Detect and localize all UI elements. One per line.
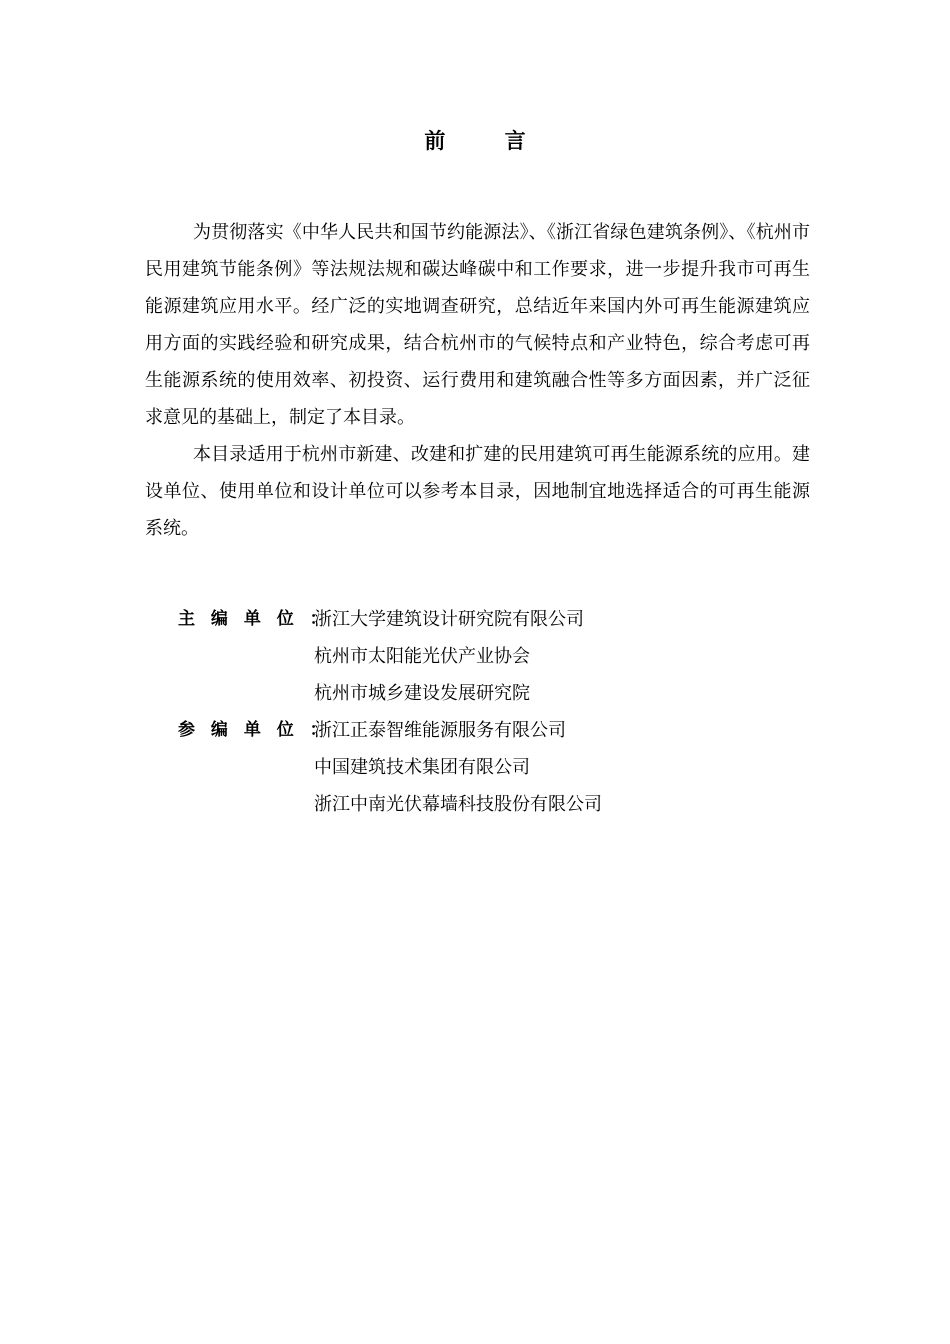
participating-unit: 中国建筑技术集团有限公司 [314,757,530,778]
participating-list [314,712,602,823]
participating-unit: 浙江正泰智维能源服务有限公司 [314,720,566,741]
participating-label: 参 编 单 位 ： [178,720,332,740]
chief-editor-group [178,601,778,712]
chief-editor-list [314,601,584,712]
chief-editor-unit: 杭州市太阳能光伏产业协会 [314,646,530,667]
chief-editor-unit: 杭州市城乡建设发展研究院 [314,683,530,704]
editing-units [178,601,778,823]
participating-group [178,712,778,823]
preface-body [145,214,810,547]
chief-editor-unit: 浙江大学建筑设计研究院有限公司 [314,609,584,630]
page-title: 前 言 [424,129,552,153]
preface-paragraph-2: 本目录适用于杭州市新建、改建和扩建的民用建筑可再生能源系统的应用。建设单位、使用单位和设计单位可以参考本目录，因地制宜地选择适合的可再生能源系统。 [145,444,810,539]
chief-editor-label: 主 编 单 位 ： [178,609,332,629]
participating-unit: 浙江中南光伏幕墙科技股份有限公司 [314,794,602,815]
preface-paragraph-1: 为贯彻落实《中华人民共和国节约能源法》、《浙江省绿色建筑条例》、《杭州市民用建筑节能条例》等法规法规和碳达峰碳中和工作要求，进一步提升我市可再生能源建筑应用水平。经广泛的实地调查研究，总结近年来国内外可再生能源建筑应用方面的实践经验和研究成果，结合杭州市的气候特点和产业特色，综合考虑可再生能源系统的使用效率、初投资、运行费用和建筑融合性等多方面因素，并广泛征求意见的基础上，制定了本目录。 [145,222,810,428]
